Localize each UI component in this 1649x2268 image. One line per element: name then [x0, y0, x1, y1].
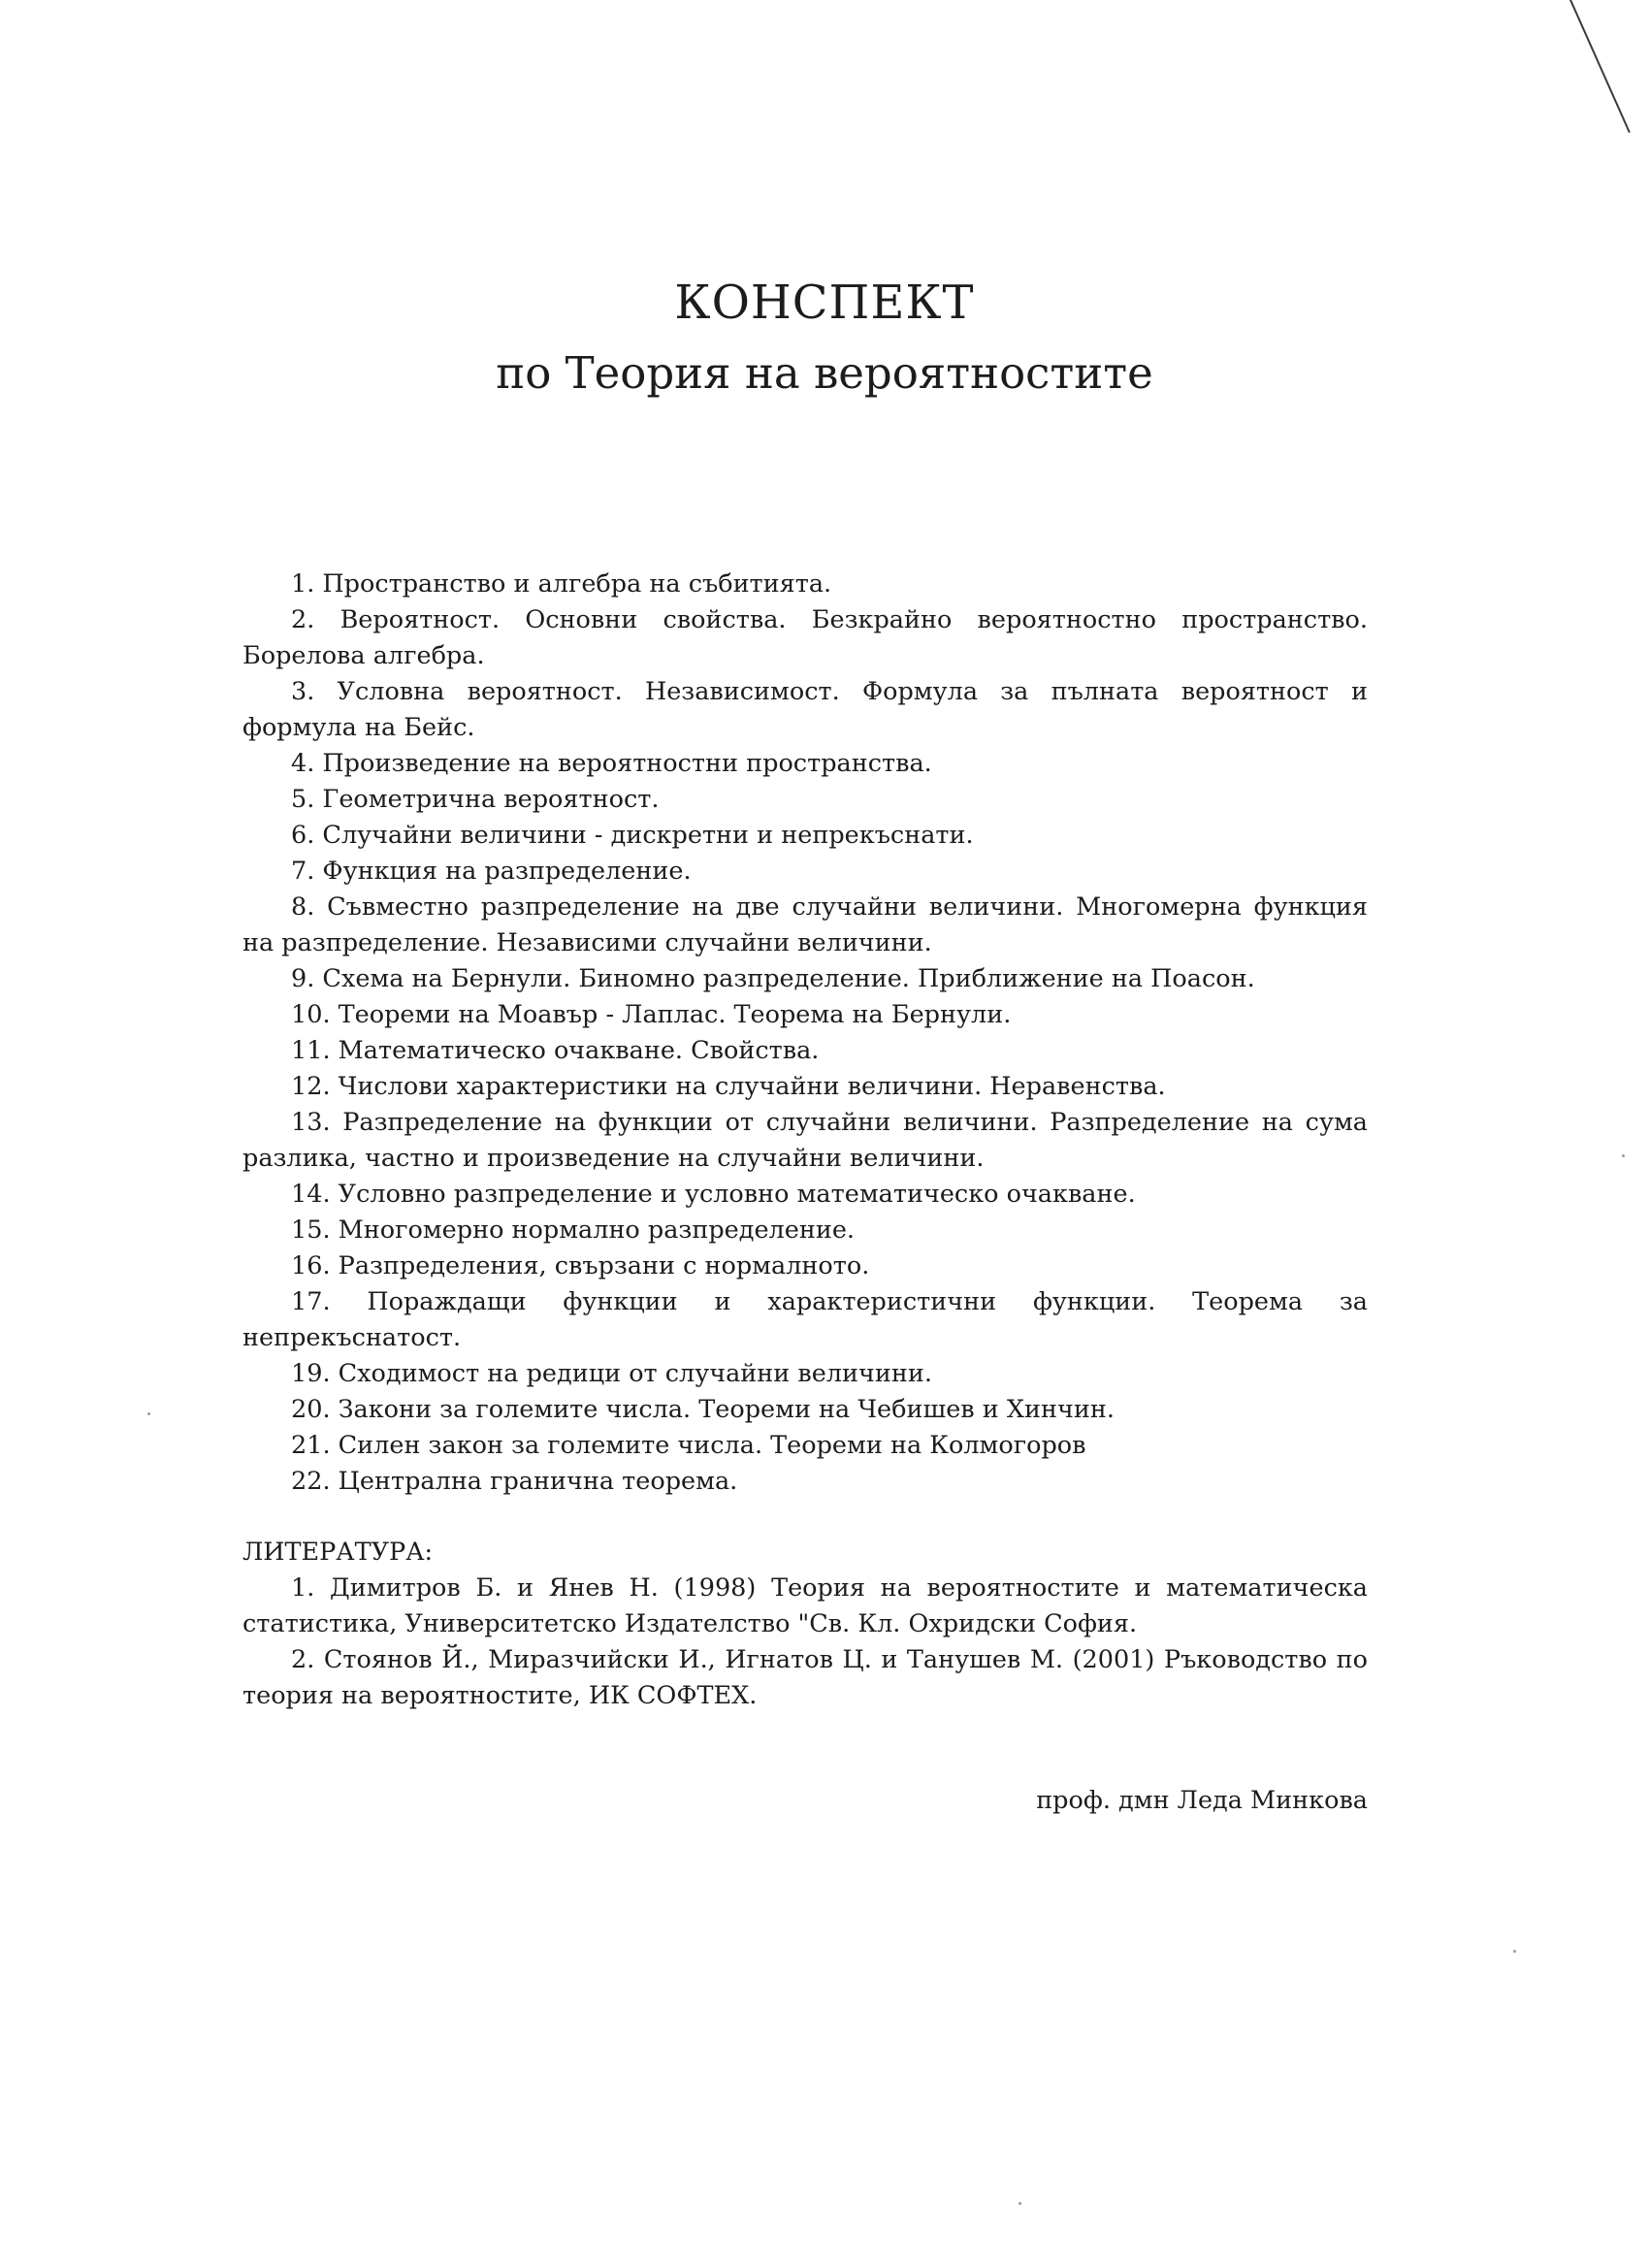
- scan-speck: [147, 1412, 150, 1415]
- topic-item: 5. Геометрична вероятност.: [291, 785, 660, 814]
- literature-heading: ЛИТЕРАТУРА:: [242, 1538, 434, 1567]
- document-subtitle: по Теория на вероятностите: [496, 347, 1153, 399]
- topic-item: 6. Случайни величини - дискретни и непрекъснати.: [291, 821, 974, 850]
- topic-item: 10. Теореми на Моавър - Лаплас. Теорема на Бернули.: [291, 1000, 1012, 1029]
- topic-item: 12. Числови характеристики на случайни величини. Неравенства.: [291, 1072, 1166, 1101]
- topic-item: 19. Сходимост на редици от случайни величини.: [291, 1359, 932, 1388]
- topic-item: 13. Разпределение на функции от случайни величини. Разпределение на сума разлика, частно и произведение на случайни величини.: [242, 1108, 1368, 1173]
- topic-item: 11. Математическо очакване. Свойства.: [291, 1036, 820, 1065]
- scan-artifact-line: [1569, 0, 1631, 133]
- topic-item: 4. Произведение на вероятностни пространства.: [291, 749, 932, 778]
- topic-list: [242, 567, 1368, 1500]
- topic-item: 21. Силен закон за големите числа. Теореми на Колмогоров: [291, 1431, 1086, 1460]
- scan-speck: [1622, 1154, 1625, 1157]
- document-title: КОНСПЕКТ: [674, 275, 975, 330]
- scan-speck: [1018, 2202, 1021, 2205]
- topic-item: 20. Закони за големите числа. Теореми на Чебишев и Хинчин.: [291, 1395, 1115, 1424]
- topic-item: 16. Разпределения, свързани с нормалното.: [291, 1251, 870, 1280]
- topic-item: 17. Пораждащи функции и характеристични функции. Теорема за непрекъснатост.: [242, 1287, 1368, 1352]
- topic-item: 2. Вероятност. Основни свойства. Безкрайно вероятностно пространство. Борелова алгебра.: [242, 605, 1368, 670]
- topic-item: 9. Схема на Бернули. Биномно разпределение. Приближение на Поасон.: [291, 964, 1255, 993]
- topic-item: 15. Многомерно нормално разпределение.: [291, 1215, 856, 1245]
- scan-speck: [1513, 1950, 1516, 1953]
- topic-item: 3. Условна вероятност. Независимост. Формула за пълната вероятност и формула на Бейс.: [242, 677, 1368, 742]
- literature-item: 2. Стоянов Й., Миразчийски И., Игнатов Ц. и Танушев М. (2001) Ръководство по теория на вероятностите, ИК СОФТЕХ.: [242, 1645, 1368, 1710]
- topic-item: 22. Централна гранична теорема.: [291, 1467, 738, 1496]
- topic-item: 8. Съвместно разпределение на две случайни величини. Многомерна функция на разпределение. Независими случайни величини.: [242, 892, 1368, 957]
- author-signature: проф. дмн Леда Минкова: [1036, 1786, 1368, 1815]
- topic-item: 1. Пространство и алгебра на събитията.: [291, 569, 832, 599]
- topic-item: 7. Функция на разпределение.: [291, 857, 692, 886]
- topic-item: 14. Условно разпределение и условно математическо очакване.: [291, 1180, 1136, 1209]
- literature-list: [242, 1571, 1368, 1714]
- literature-item: 1. Димитров Б. и Янев Н. (1998) Теория на вероятностите и математическа статистика, Университетско Издателство "Св. Кл. Охридски София.: [242, 1573, 1368, 1638]
